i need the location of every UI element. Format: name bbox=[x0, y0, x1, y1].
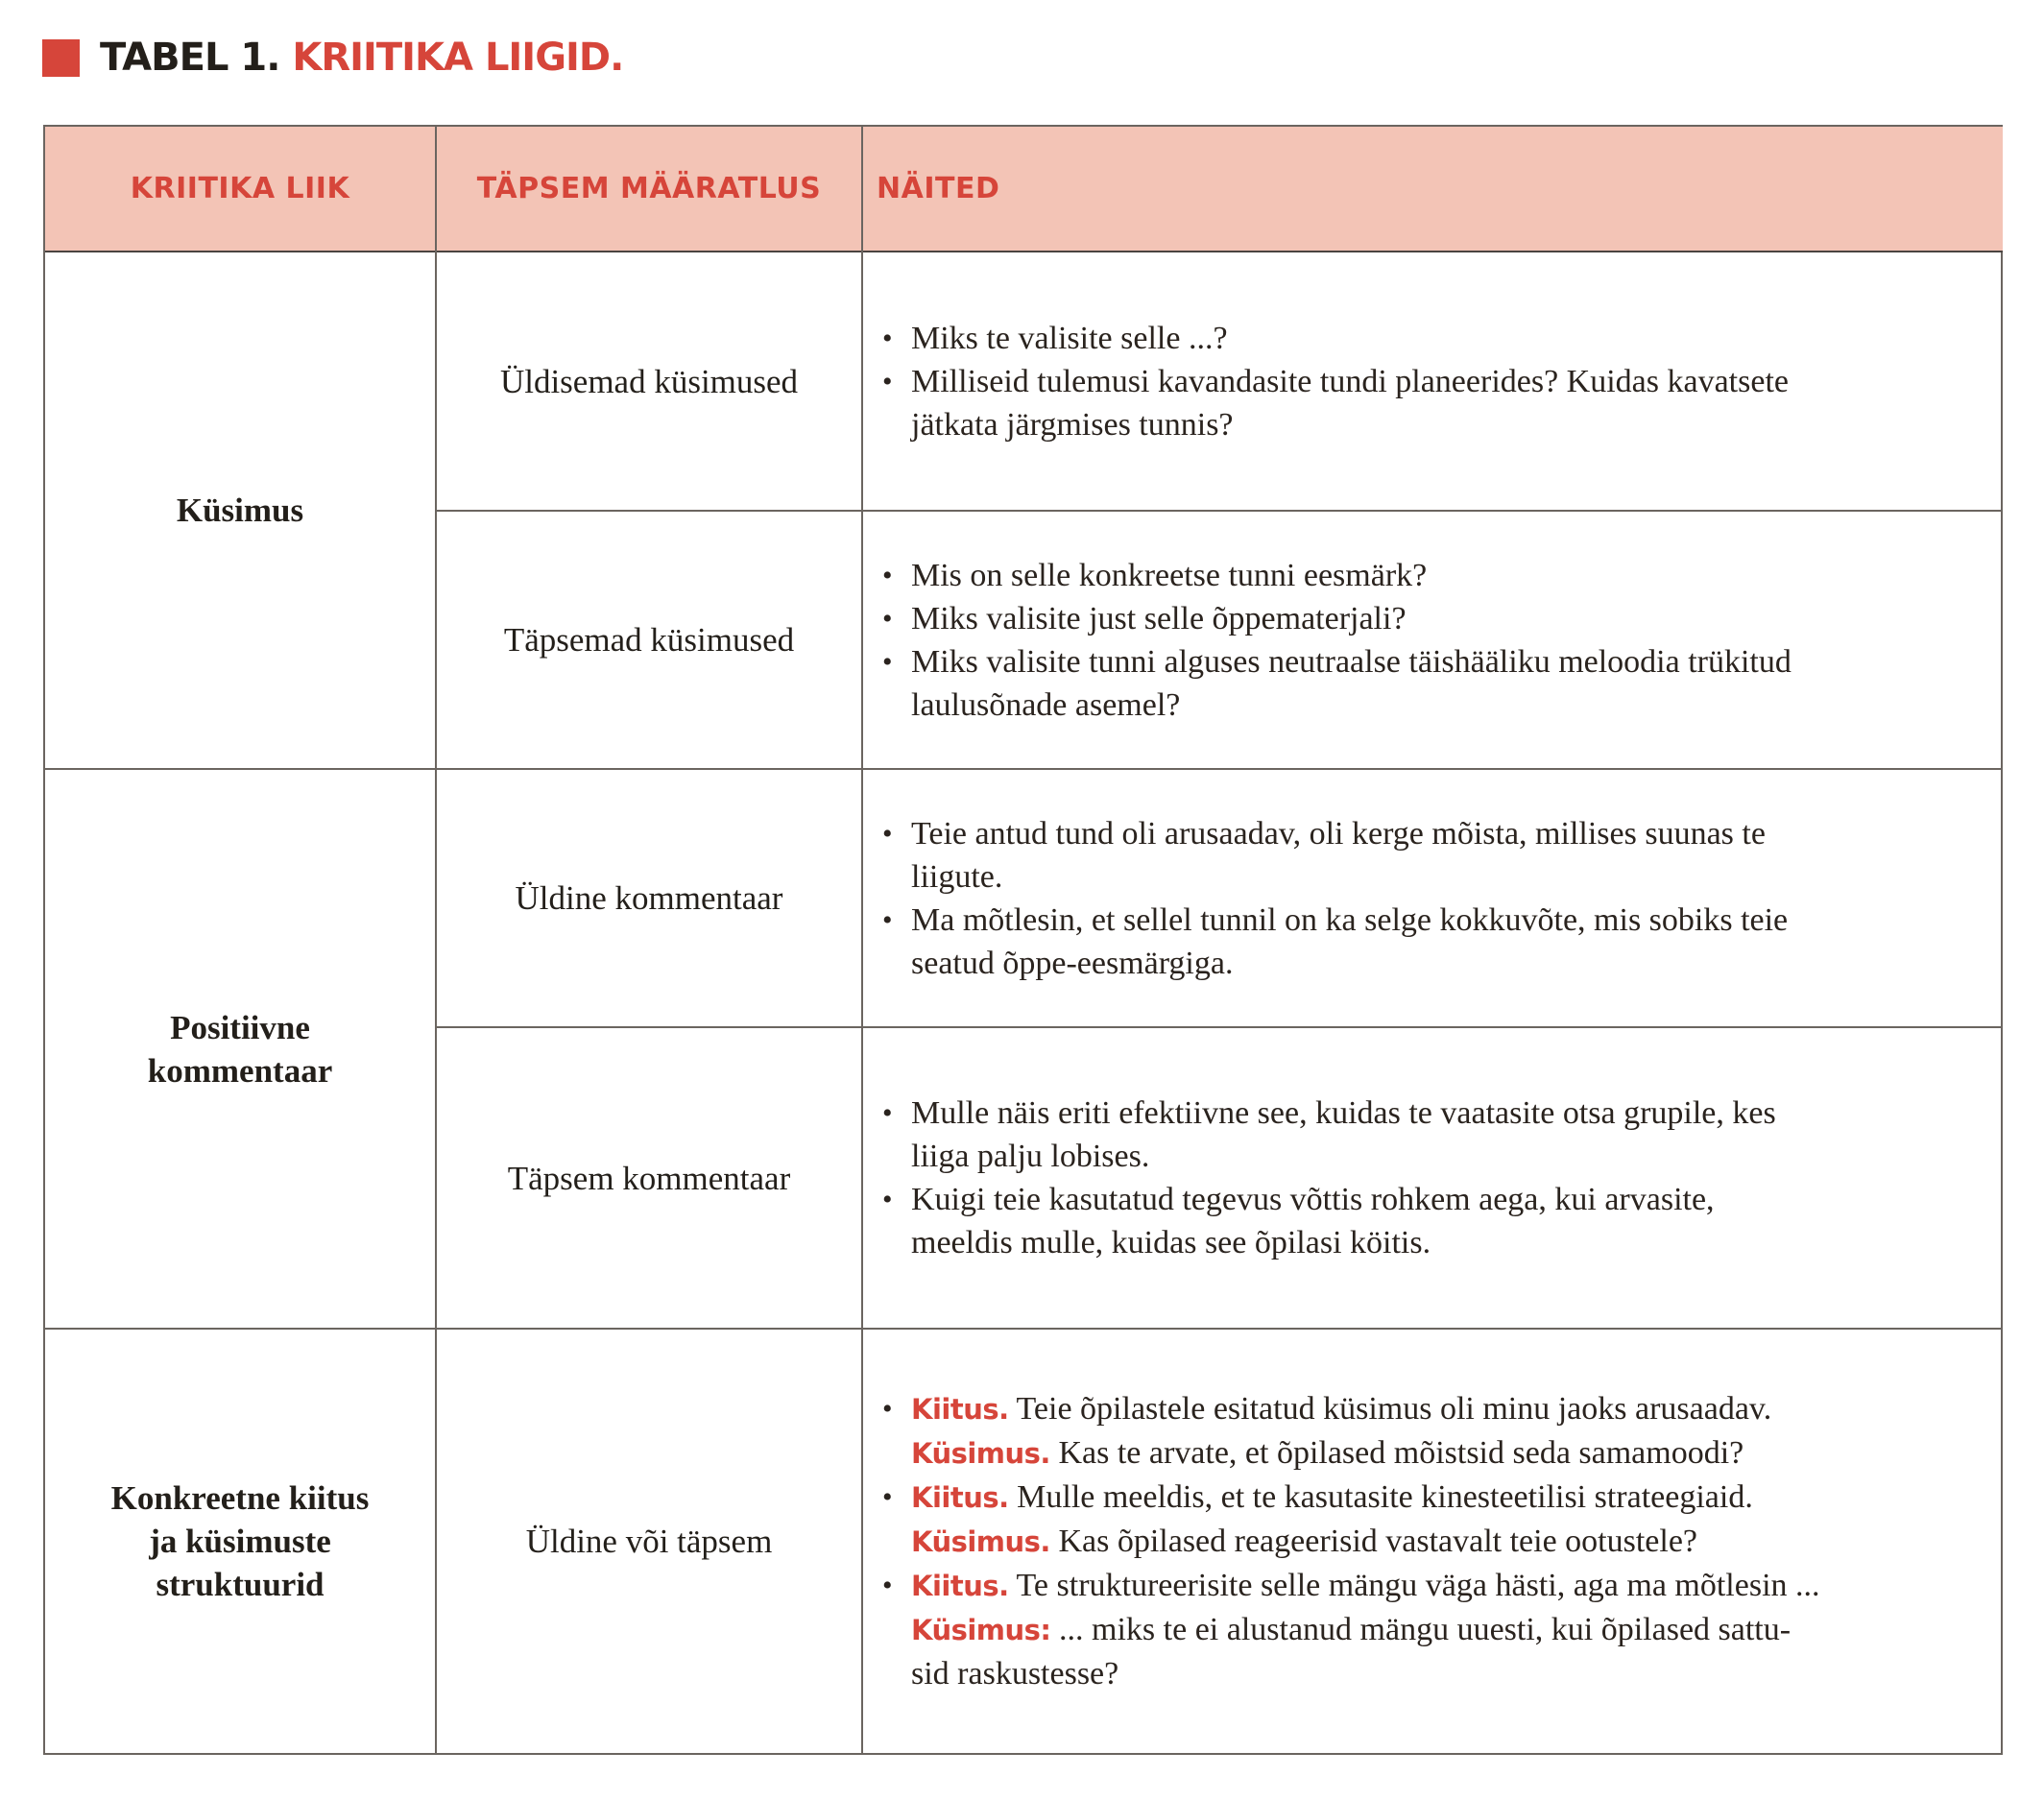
praise-text: Te struktureerisite selle mängu väga hästi, aga ma mõtlesin ... bbox=[1016, 1568, 1820, 1603]
praise-label: Kiitus. bbox=[911, 1393, 1009, 1426]
praise-text: Teie õpilastele esitatud küsimus oli minu jaoks arusaadav. bbox=[1016, 1391, 1772, 1427]
praise-label: Kiitus. bbox=[911, 1570, 1009, 1602]
question-text: ... miks te ei alustanud mängu uuesti, kui õpilased sattu- bbox=[1059, 1612, 1792, 1647]
example-item bbox=[882, 1387, 1820, 1476]
header-kriitika-liik bbox=[45, 127, 435, 252]
example-item bbox=[882, 1178, 1776, 1264]
example-item bbox=[882, 899, 1788, 985]
examples-list bbox=[882, 812, 1788, 985]
category-label: Küsimus bbox=[176, 492, 304, 529]
example-text: • Ma mõtlesin, et sellel tunnil on ka selge kokkuvõte, mis sobiks teie bbox=[911, 901, 1789, 938]
header-tapsem-maaratlus bbox=[437, 127, 861, 252]
praise-text: Mulle meeldis, et te kasutasite kinesteetilisi strateegiaid. bbox=[1017, 1479, 1753, 1515]
category-label-line: Konkreetne kiitus bbox=[110, 1479, 370, 1517]
category-label bbox=[148, 1006, 332, 1092]
example-text: liigute. bbox=[911, 858, 1003, 895]
example-item bbox=[882, 1476, 1820, 1564]
category-label bbox=[111, 1476, 370, 1606]
subtype-cell bbox=[437, 770, 861, 1026]
example-text: • Miks valisite just selle õppematerjali? bbox=[911, 600, 1407, 636]
subtype-label: Täpsemad küsimused bbox=[503, 621, 795, 659]
example-text: • Kuigi teie kasutatud tegevus võttis rohkem aega, kui arvasite, bbox=[911, 1182, 1715, 1217]
header-naited bbox=[863, 127, 2003, 252]
caption-prefix: TABEL 1. bbox=[100, 36, 280, 80]
question-text: sid raskustesse? bbox=[911, 1656, 1119, 1692]
example-item bbox=[882, 597, 1792, 640]
example-item bbox=[882, 317, 1789, 360]
example-item bbox=[882, 1092, 1776, 1178]
examples-cell bbox=[863, 770, 2003, 1026]
category-label-line: Positiivne bbox=[170, 1008, 310, 1046]
question-text: Kas õpilased reageerisid vastavalt teie ootustele? bbox=[1058, 1524, 1698, 1559]
examples-list bbox=[882, 554, 1792, 727]
header-label: NÄITED bbox=[877, 172, 1000, 205]
category-label-line: ja küsimuste bbox=[149, 1523, 331, 1560]
example-text: • Mulle näis eriti efektiivne see, kuidas te vaatasite otsa grupile, kes bbox=[911, 1095, 1776, 1131]
example-text: seatud õppe-eesmärgiga. bbox=[911, 945, 1234, 981]
example-text: • Miks valisite tunni alguses neutraalse täishääliku meloodia trükitud bbox=[911, 643, 1792, 680]
caption-text bbox=[100, 36, 624, 80]
category-positiivne-kommentaar bbox=[45, 770, 435, 1328]
examples-list bbox=[882, 1092, 1776, 1264]
question-label: Küsimus: bbox=[911, 1614, 1051, 1646]
question-label: Küsimus. bbox=[911, 1437, 1050, 1470]
table-caption bbox=[42, 29, 623, 86]
examples-cell bbox=[863, 1330, 2003, 1753]
subtype-cell bbox=[437, 1330, 861, 1753]
praise-label: Kiitus. bbox=[911, 1481, 1009, 1514]
criticism-types-table bbox=[43, 125, 2003, 1755]
example-item bbox=[882, 1564, 1820, 1695]
question-label: Küsimus. bbox=[911, 1525, 1050, 1558]
caption-title: KRIITIKA LIIGID. bbox=[292, 36, 624, 80]
example-item bbox=[882, 640, 1792, 727]
examples-cell bbox=[863, 1028, 2003, 1328]
subtype-cell bbox=[437, 252, 861, 510]
example-text: • Miks te valisite selle ...? bbox=[911, 320, 1228, 356]
example-item bbox=[882, 360, 1789, 446]
example-item bbox=[882, 554, 1792, 597]
category-label-line: struktuurid bbox=[156, 1566, 325, 1603]
example-text: • Mis on selle konkreetse tunni eesmärk? bbox=[911, 557, 1428, 593]
category-konkreetne-kiitus bbox=[45, 1330, 435, 1753]
example-text: liiga palju lobises. bbox=[911, 1139, 1150, 1174]
header-label: TÄPSEM MÄÄRATLUS bbox=[476, 172, 822, 205]
examples-cell bbox=[863, 252, 2003, 510]
red-square-icon bbox=[42, 39, 80, 77]
subtype-label: Üldine kommentaar bbox=[515, 879, 783, 917]
example-text: • Milliseid tulemusi kavandasite tundi planeerides? Kuidas kavatsete bbox=[911, 363, 1789, 399]
example-text: • Teie antud tund oli arusaadav, oli kerge mõista, millises suunas te bbox=[911, 815, 1766, 852]
examples-list bbox=[882, 1387, 1820, 1695]
subtype-cell bbox=[437, 512, 861, 768]
examples-list bbox=[882, 317, 1789, 446]
category-label-line: kommentaar bbox=[147, 1051, 333, 1090]
examples-cell bbox=[863, 512, 2003, 768]
category-kusimus bbox=[45, 252, 435, 768]
example-text: meeldis mulle, kuidas see õpilasi köitis. bbox=[911, 1225, 1431, 1260]
example-text: jätkata järgmises tunnis? bbox=[911, 406, 1234, 443]
subtype-label: Üldine või täpsem bbox=[525, 1523, 773, 1560]
subtype-label: Täpsem kommentaar bbox=[507, 1159, 791, 1197]
example-item bbox=[882, 812, 1788, 899]
subtype-label: Üldisemad küsimused bbox=[499, 362, 799, 400]
question-text: Kas te arvate, et õpilased mõistsid seda samamoodi? bbox=[1058, 1435, 1744, 1471]
example-text: laulusõnade asemel? bbox=[911, 686, 1181, 723]
header-label: KRIITIKA LIIK bbox=[130, 172, 350, 205]
subtype-cell bbox=[437, 1028, 861, 1328]
